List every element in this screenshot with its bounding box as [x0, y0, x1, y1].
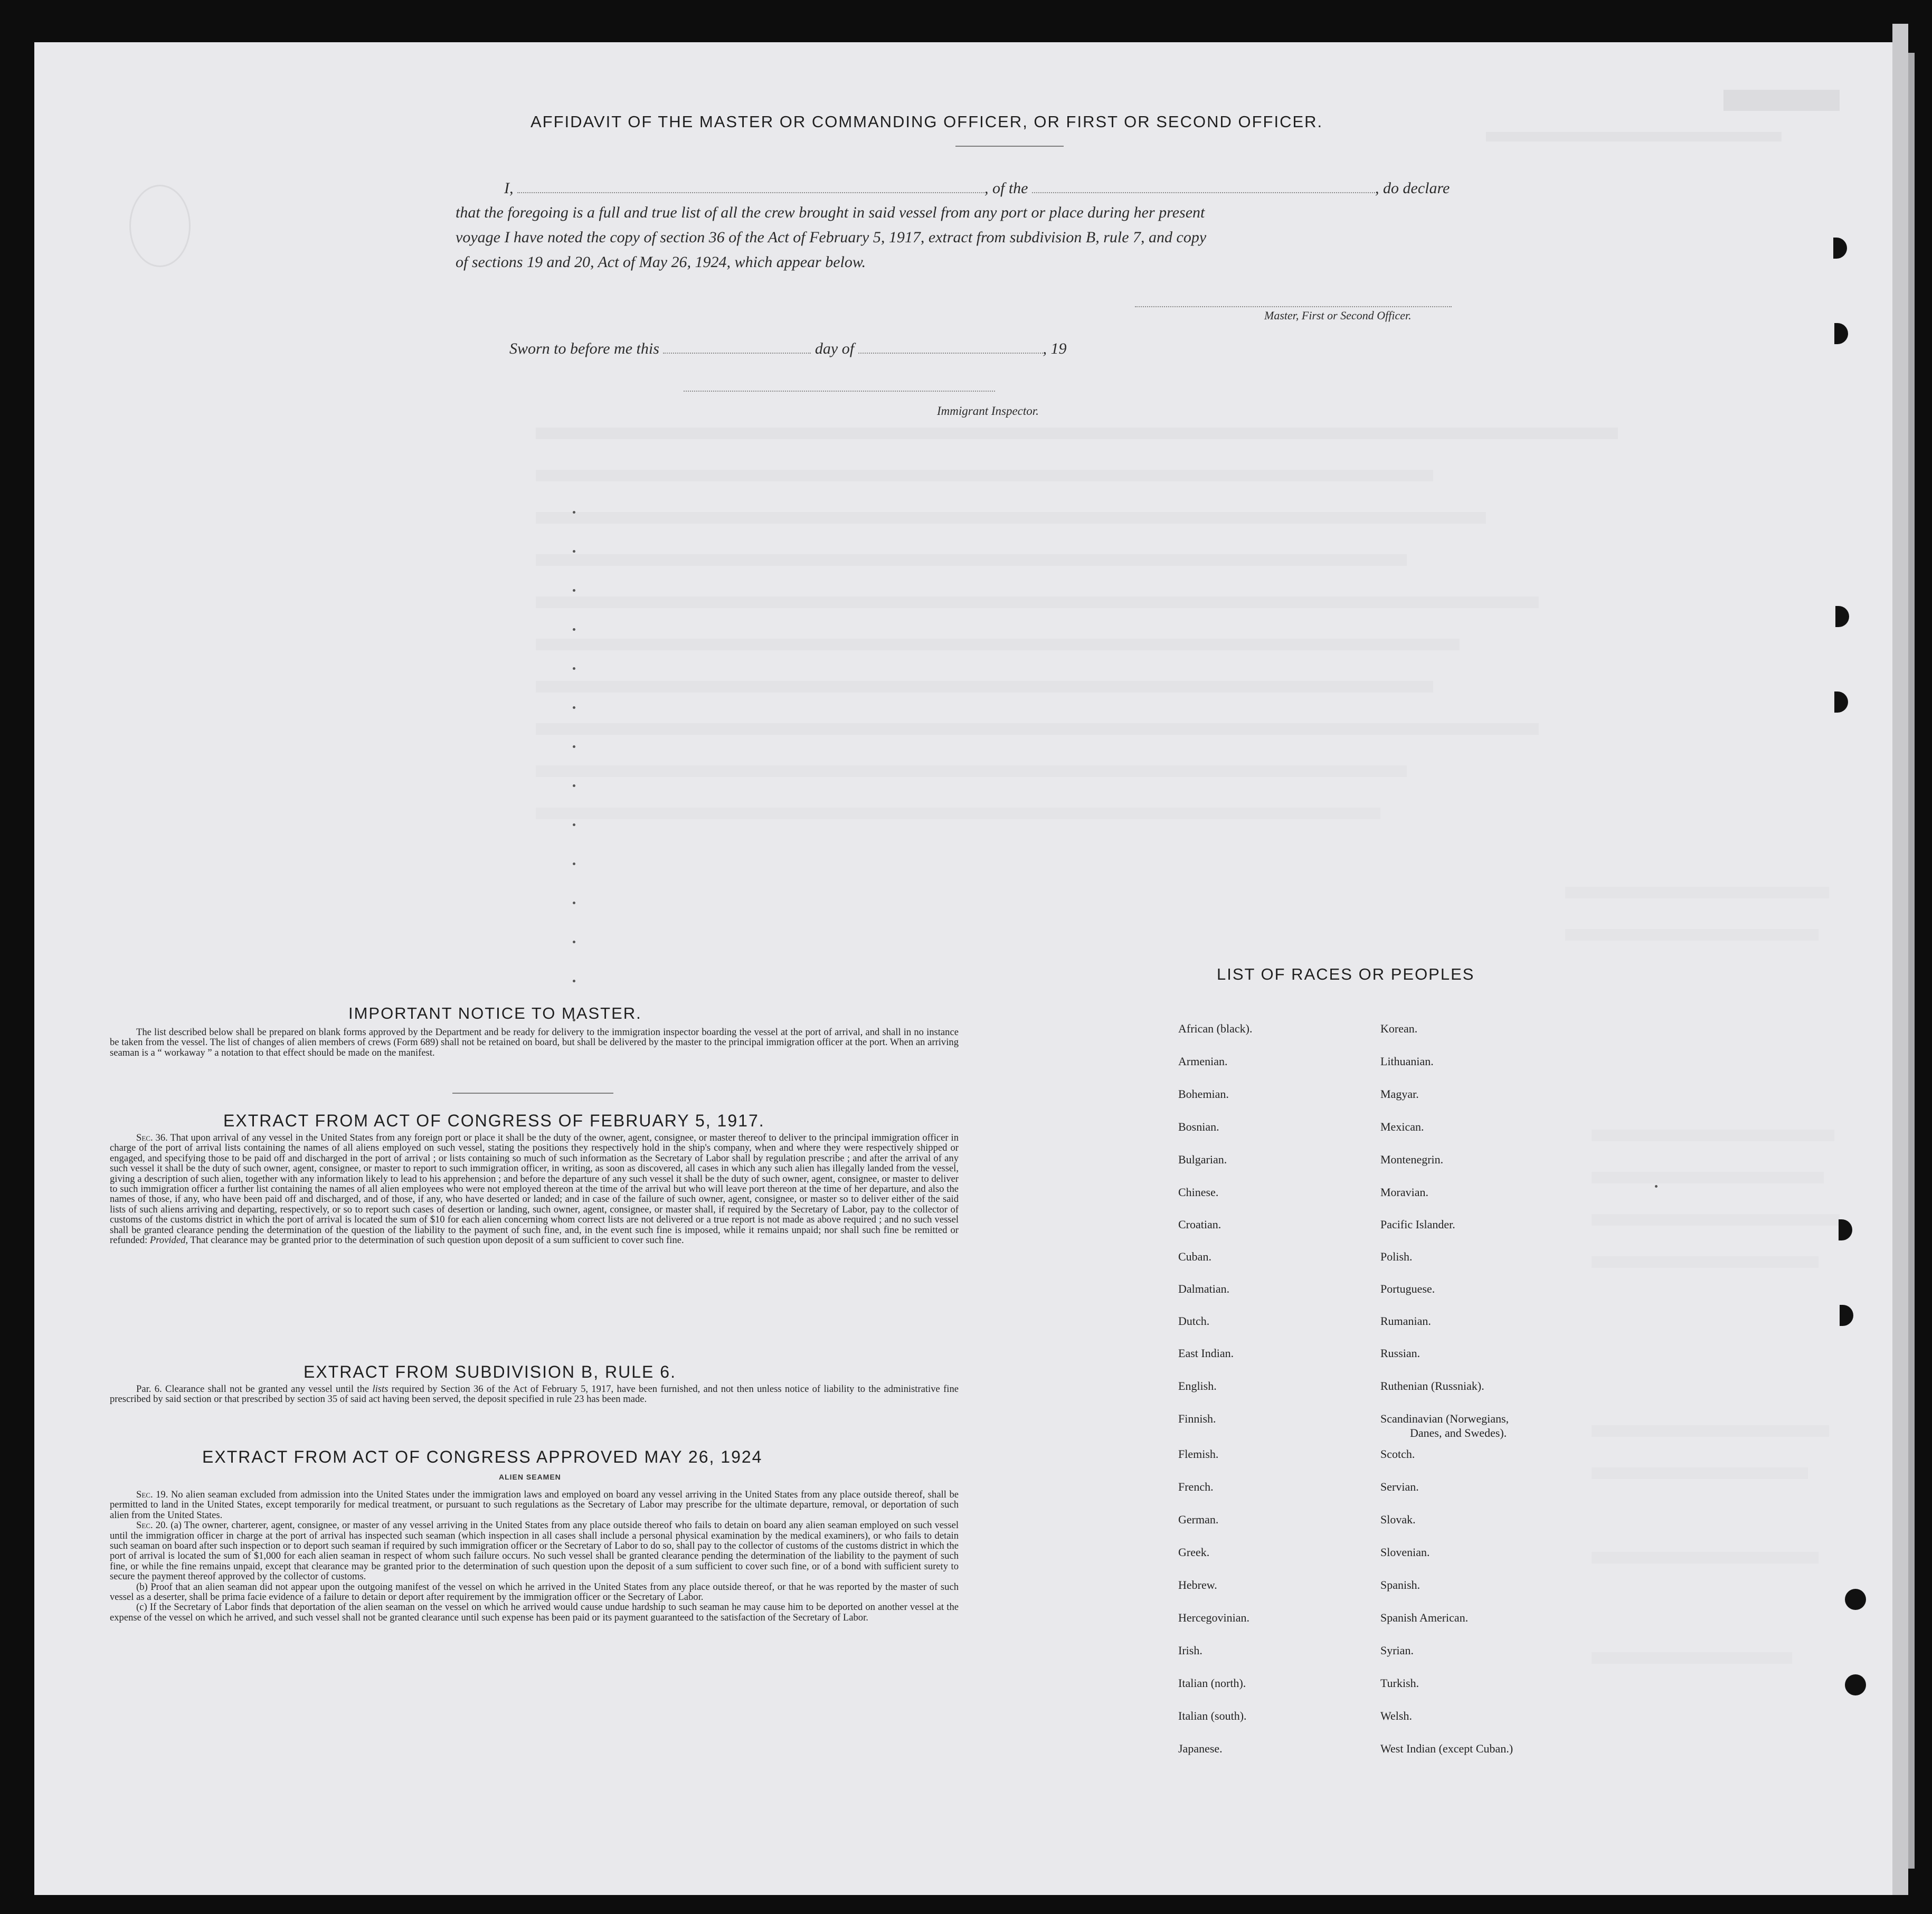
sec36-text-end: That clearance may be granted prior to the determination of such question upon deposit of a sum sufficient to cover such fine.	[190, 1235, 684, 1246]
race-item: Polish.	[1380, 1250, 1413, 1263]
race-item: English.	[1178, 1379, 1217, 1392]
race-item: Scandinavian (Norwegians,	[1380, 1412, 1509, 1425]
race-item: Dalmatian.	[1178, 1282, 1230, 1295]
race-item: Portuguese.	[1380, 1282, 1435, 1295]
race-item: Korean.	[1380, 1022, 1418, 1035]
punch-hole	[1839, 1219, 1852, 1240]
sec19-text: No alien seaman excluded from admission into the United States under the immigration laws and employed on board any vessel arriving in the United States from any place outside thereof, shall be permitted to land in the United States, except temporarily for medical treatment, or pursuant to such regulations as the Secretary of Labor may prescribe for the ultimate departure, removal, or deportation of such alien from the United States.	[110, 1489, 959, 1521]
punch-hole	[1840, 1305, 1853, 1326]
sworn-line	[509, 339, 1067, 358]
races-title: LIST OF RACES OR PEOPLES	[1217, 965, 1475, 983]
punch-hole	[1833, 238, 1847, 259]
lists-word: lists	[372, 1384, 389, 1395]
race-item: Rumanian.	[1380, 1314, 1431, 1328]
master-name-field[interactable]	[517, 178, 984, 193]
extract-1917-title: EXTRACT FROM ACT OF CONGRESS OF FEBRUARY 5, 1917.	[223, 1111, 765, 1130]
punch-hole	[1845, 1674, 1866, 1695]
race-item: French.	[1178, 1480, 1214, 1493]
race-item: Montenegrin.	[1380, 1153, 1444, 1166]
vessel-name-field[interactable]	[1032, 178, 1375, 193]
race-item: Lithuanian.	[1380, 1055, 1434, 1068]
race-item: Slovak.	[1380, 1513, 1416, 1526]
punch-hole	[1835, 606, 1849, 627]
punch-hole	[1834, 691, 1848, 713]
extract-1924-title: EXTRACT FROM ACT OF CONGRESS APPROVED MAY 26, 1924	[202, 1447, 763, 1466]
affidavit-declare-label: , do declare	[1375, 179, 1450, 197]
notice-text-block	[110, 1027, 959, 1058]
race-item: Greek.	[1178, 1546, 1210, 1559]
title-divider	[955, 146, 1064, 147]
race-item: Cuban.	[1178, 1250, 1211, 1263]
race-item: Italian (north).	[1178, 1676, 1246, 1690]
race-item: Pacific Islander.	[1380, 1218, 1455, 1231]
race-item: Chinese.	[1178, 1186, 1219, 1199]
notice-text: The list described below shall be prepared on blank forms approved by the Department and be ready for delivery to the immigration inspector boarding the vessel at the port of arrival, and shall in no instance be taken from the vessel. The list of changes of alien members of crews (Form 689) shall not be retained on board, but shall be delivered by the master to the principal immigration officer at the port. When an arriving seaman is a “ workaway ” a notation to that effect should be made on the manifest.	[110, 1027, 959, 1058]
par6-text-a: Clearance shall not be granted any vessel until the	[165, 1384, 370, 1395]
race-item: Hebrew.	[1178, 1578, 1217, 1591]
par6-text-b: required by Section 36 of the Act of February 5, 1917, have been furnished, and not then unless notice of liability to the administrative fine prescribed by said section or that prescribed by section 35 of said act having been served, the deposit specified in rule 23 has been made.	[110, 1384, 959, 1405]
inspector-signature-line[interactable]	[684, 391, 995, 392]
race-item: Mexican.	[1380, 1120, 1424, 1133]
race-item: Syrian.	[1380, 1644, 1414, 1657]
affidavit-of-the-label: , of the	[984, 179, 1028, 197]
extract-1924-block	[110, 1490, 959, 1623]
race-item-continuation: Danes, and Swedes).	[1410, 1426, 1507, 1439]
extract-1917-block	[110, 1133, 959, 1245]
affidavit-title: AFFIDAVIT OF THE MASTER OR COMMANDING OFFICER, OR FIRST OR SECOND OFFICER.	[531, 112, 1323, 131]
race-item: Armenian.	[1178, 1055, 1228, 1068]
affidavit-line-3: voyage I have noted the copy of section 36 of the Act of February 5, 1917, extract from subdivision B, rule 7, and copy	[456, 229, 1207, 246]
race-item: Japanese.	[1178, 1742, 1223, 1755]
race-item: Bulgarian.	[1178, 1153, 1227, 1166]
affidavit-i-label: I,	[504, 179, 514, 197]
notice-divider	[452, 1093, 613, 1094]
sec20c-text: (c) If the Secretary of Labor finds that deportation of the alien seaman on the vessel on which he arrived would cause undue hardship to such seaman he may cause him to be deported on another vessel at the expense of the vessel on which he arrived, and such vessel shall not be granted clearance until such expense has been paid or its payment guaranteed to the satisfaction of the Secretary of Labor.	[110, 1602, 959, 1623]
race-item: African (black).	[1178, 1022, 1253, 1035]
race-item: West Indian (except Cuban.)	[1380, 1742, 1513, 1755]
affidavit-line-2: that the foregoing is a full and true list of all the crew brought in said vessel from any port or place during her present	[456, 204, 1205, 221]
race-item: Spanish.	[1380, 1578, 1420, 1591]
affidavit-line-4: of sections 19 and 20, Act of May 26, 1924, which appear below.	[456, 253, 866, 271]
extract-rule6-title: EXTRACT FROM SUBDIVISION B, RULE 6.	[304, 1362, 676, 1381]
race-item: German.	[1178, 1513, 1219, 1526]
sec20a-text: (a) The owner, charterer, agent, consignee, or master of any vessel arriving in the United States from any place outside thereof who fails to detain on board any alien seaman employed on such vessel until the immigration officer in charge at the port of arrival has inspected such seaman (which inspection in all cases shall include a personal physical examination by the medical examiners), or who fails to detain such seaman on board after such inspection or to deport such seaman if required by such immigration officer or the Secretary of Labor to do so, shall pay to the collector of customs of the customs district in which the port of arrival is located the sum of $1,000 for each alien seaman in respect of whom such failure occurs. No such vessel shall be granted clearance pending the determination of the liability to the payment of such fine, or while the fine remains unpaid, except that clearance may be granted prior to the determination of such question upon the deposit of a sum sufficient to cover such fine, or of a bond with sufficient surety to secure the payment thereof approved by the collector of customs.	[110, 1520, 959, 1583]
sec20-label: Sec. 20.	[136, 1520, 168, 1531]
race-item: Bosnian.	[1178, 1120, 1219, 1133]
provided-label: Provided,	[149, 1235, 188, 1246]
page-edge	[1892, 24, 1908, 1895]
race-item: Slovenian.	[1380, 1546, 1430, 1559]
race-item: Magyar.	[1380, 1087, 1419, 1101]
race-item: Ruthenian (Russniak).	[1380, 1379, 1484, 1392]
sec20b-text: (b) Proof that an alien seaman did not appear upon the outgoing manifest of the vessel on which he arrived in the United States from any place outside thereof, or that he was reported by the master of such vessel as a deserter, shall be prima facie evidence of a failure to detain or deport after requirement by the immigration officer or the Secretary of Labor.	[110, 1581, 959, 1603]
race-item: Servian.	[1380, 1480, 1419, 1493]
alien-seamen-subtitle: ALIEN SEAMEN	[499, 1473, 561, 1481]
race-item: Hercegovinian.	[1178, 1611, 1249, 1624]
race-item: Turkish.	[1380, 1676, 1419, 1690]
document-page	[34, 42, 1892, 1895]
affidavit-line-1	[504, 178, 1450, 197]
race-item: Finnish.	[1178, 1412, 1216, 1425]
sworn-month-field[interactable]	[858, 339, 1043, 354]
sec36-text: That upon arrival of any vessel in the United States from any foreign port or place it shall be the duty of the owner, agent, consignee, or master thereof to deliver to the principal immigration officer in charge of the port of arrival lists containing the names of all aliens employed on such vessel, stating the positions they respectively hold in the ship's company, when and where they were respectively shipped or engaged, and specifying those to be paid off and discharged in the port of arrival ; or lists containing so much of such information as the Secretary of Labor shall by regulation prescribe ; and after the arrival of any such vessel it shall be the duty of such owner, agent, consignee, or master to report to such immigration officer, in writing, as soon as discovered, all cases in which any such alien has illegally landed from the vessel, giving a description of such alien, together with any information likely to lead to his apprehension ; and before the departure of any such vessel it shall be the duty of such owner, agent, consignee, or master to deliver to such immigration officer a further list containing the names of all alien employees who were not employed thereon at the time of the arrival but who will leave port thereon at the time of her departure, and also the names of those, if any, who have been paid off and discharged, and of those, if any, who have deserted or landed; and in case of the failure of such owner, agent, consignee, or master so to deliver either of the said lists of such aliens arriving and departing, respectively, or so to report such cases of desertion or landing, such owner, agent, consignee, or master shall, if required by the Secretary of Labor, pay to the collector of customs of the customs district in which the port of arrival is located the sum of $10 for each alien concerning whom correct lists are not delivered or a true report is not made as above required ; and no such vessel shall be granted clearance pending the determination of the question of the liability to the payment of such fine, and, in the event such fine is imposed, while it remains unpaid; nor shall such fine be remitted or refunded:	[110, 1132, 959, 1246]
master-signature-line[interactable]	[1135, 306, 1452, 307]
extract-rule6-block	[110, 1384, 959, 1405]
race-item: Spanish American.	[1380, 1611, 1469, 1624]
race-item: Dutch.	[1178, 1314, 1210, 1328]
inspector-label: Immigrant Inspector.	[937, 404, 1039, 418]
race-item: Russian.	[1380, 1347, 1420, 1360]
year-prefix-label: , 19	[1043, 340, 1067, 357]
notice-title: IMPORTANT NOTICE TO MASTER.	[348, 1004, 642, 1022]
race-item: Bohemian.	[1178, 1087, 1229, 1101]
day-of-label: day of	[815, 340, 855, 357]
sworn-label: Sworn to before me this	[509, 340, 659, 357]
race-item: Scotch.	[1380, 1447, 1415, 1461]
punch-hole	[1834, 323, 1848, 344]
sec36-label: Sec. 36.	[136, 1132, 168, 1143]
race-item: East Indian.	[1178, 1347, 1234, 1360]
par6-label: Par. 6.	[136, 1384, 162, 1395]
page-edge-shadow	[1908, 53, 1915, 1869]
master-signature-label: Master, First or Second Officer.	[1264, 309, 1412, 322]
punch-hole	[1845, 1589, 1866, 1610]
sec19-label: Sec. 19.	[136, 1489, 168, 1500]
sworn-day-field[interactable]	[663, 339, 811, 354]
race-item: Flemish.	[1178, 1447, 1219, 1461]
race-item: Croatian.	[1178, 1218, 1221, 1231]
race-item: Welsh.	[1380, 1709, 1412, 1722]
race-item: Irish.	[1178, 1644, 1202, 1657]
race-item: Italian (south).	[1178, 1709, 1247, 1722]
race-item: Moravian.	[1380, 1186, 1429, 1199]
